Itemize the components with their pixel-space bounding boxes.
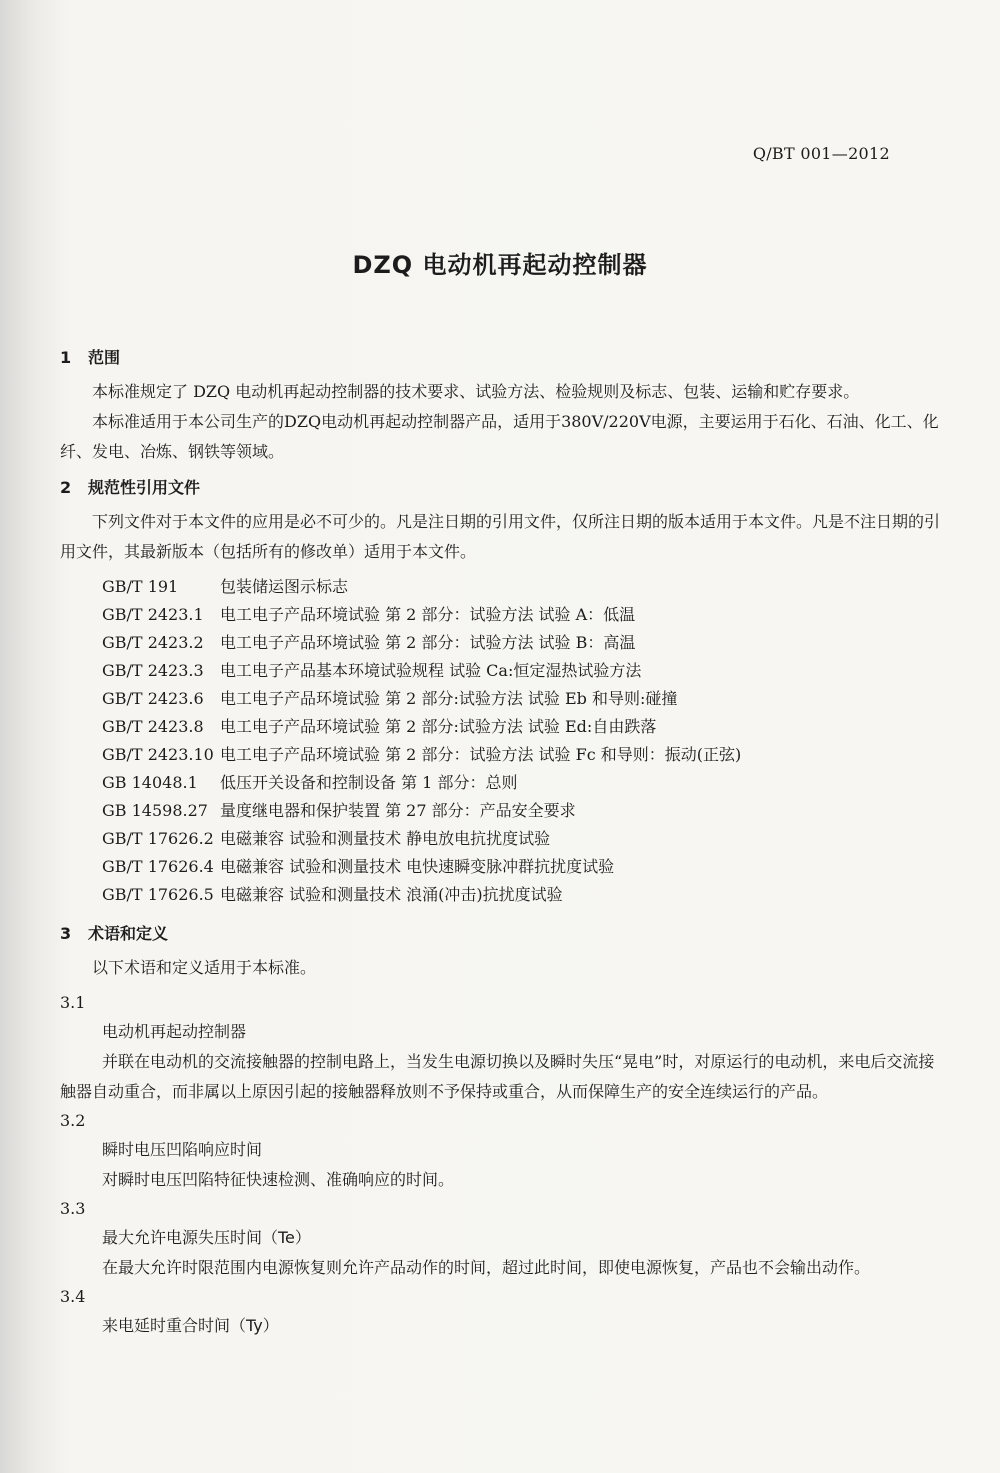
reference-title: 电工电子产品基本环境试验规程 试验 Ca:恒定湿热试验方法 [220, 661, 642, 680]
paragraph: 以下术语和定义适用于本标准。 [92, 958, 317, 977]
section-number: 1 [60, 348, 72, 367]
reference-code: GB/T 17626.2 [102, 829, 214, 848]
reference-item [102, 769, 940, 797]
term-entry [60, 1283, 940, 1341]
term-name: 来电延时重合时间（Ty） [102, 1316, 279, 1335]
term-number: 3.3 [60, 1199, 86, 1218]
reference-title: 电工电子产品环境试验 第 2 部分：试验方法 试验 B：高温 [220, 633, 636, 652]
term-entry [60, 989, 940, 1107]
paragraph: 下列文件对于本文件的应用是必不可少的。凡是注日期的引用文件，仅所注日期的版本适用于本文件。凡是不注日期的引用文件，其最新版本（包括所有的修改单）适用于本文件。 [60, 512, 941, 561]
reference-code: GB/T 2423.6 [102, 689, 204, 708]
reference-item [102, 629, 940, 657]
reference-title: 电工电子产品环境试验 第 2 部分：试验方法 试验 A：低温 [220, 605, 636, 624]
reference-title: 电磁兼容 试验和测量技术 静电放电抗扰度试验 [220, 829, 551, 848]
section-3-heading [60, 919, 940, 949]
reference-title: 量度继电器和保护装置 第 27 部分：产品安全要求 [220, 801, 576, 820]
reference-code: GB 14048.1 [102, 773, 198, 792]
section-1-heading [60, 343, 940, 373]
section-title: 规范性引用文件 [88, 478, 201, 497]
reference-item [102, 741, 940, 769]
reference-code: GB/T 17626.5 [102, 885, 214, 904]
reference-item [102, 797, 940, 825]
document-body [60, 343, 940, 1341]
reference-code: GB/T 2423.8 [102, 717, 204, 736]
term-number: 3.1 [60, 993, 86, 1012]
reference-code: GB/T 2423.3 [102, 661, 204, 680]
term-entry [60, 1107, 940, 1195]
reference-code: GB/T 2423.10 [102, 745, 214, 764]
reference-title: 电工电子产品环境试验 第 2 部分：试验方法 试验 Fc 和导则：振动(正弦) [220, 745, 742, 764]
reference-title: 低压开关设备和控制设备 第 1 部分：总则 [220, 773, 518, 792]
term-number: 3.2 [60, 1111, 86, 1130]
reference-item [102, 713, 940, 741]
reference-item [102, 573, 940, 601]
reference-title: 电磁兼容 试验和测量技术 电快速瞬变脉冲群抗扰度试验 [220, 857, 615, 876]
term-definition: 并联在电动机的交流接触器的控制电路上，当发生电源切换以及瞬时失压“晃电”时，对原运行的电动机，来电后交流接触器自动重合，而非属以上原因引起的接触器释放则不予保持或重合，从而保障生产的安全连续运行的产品。 [60, 1052, 935, 1101]
term-name: 最大允许电源失压时间（Te） [102, 1228, 311, 1247]
reference-code: GB 14598.27 [102, 801, 208, 820]
reference-list [102, 573, 940, 909]
document-code: Q/BT 001—2012 [752, 144, 890, 163]
document-title: DZQ 电动机再起动控制器 [352, 251, 648, 279]
reference-item [102, 601, 940, 629]
section-title: 范围 [88, 348, 121, 367]
reference-item [102, 881, 940, 909]
term-definition: 对瞬时电压凹陷特征快速检测、准确响应的时间。 [102, 1170, 455, 1189]
term-name: 瞬时电压凹陷响应时间 [102, 1140, 263, 1159]
reference-code: GB/T 2423.2 [102, 633, 204, 652]
reference-item [102, 657, 940, 685]
term-entry [60, 1195, 940, 1283]
section-title: 术语和定义 [88, 924, 169, 943]
reference-code: GB/T 17626.4 [102, 857, 214, 876]
section-number: 2 [60, 478, 72, 497]
reference-code: GB/T 191 [102, 577, 179, 596]
term-number: 3.4 [60, 1287, 86, 1306]
term-name: 电动机再起动控制器 [102, 1022, 247, 1041]
reference-code: GB/T 2423.1 [102, 605, 204, 624]
section-2-heading [60, 473, 940, 503]
paragraph: 本标准适用于本公司生产的DZQ电动机再起动控制器产品，适用于380V/220V电源，主要运用于石化、石油、化工、化纤、发电、冶炼、钢铁等领域。 [60, 412, 939, 461]
reference-title: 电工电子产品环境试验 第 2 部分:试验方法 试验 Ed:自由跌落 [220, 717, 657, 736]
reference-item [102, 825, 940, 853]
reference-title: 电工电子产品环境试验 第 2 部分:试验方法 试验 Eb 和导则:碰撞 [220, 689, 678, 708]
reference-item [102, 685, 940, 713]
reference-title: 包装储运图示标志 [220, 577, 349, 596]
term-definition: 在最大允许时限范围内电源恢复则允许产品动作的时间，超过此时间，即使电源恢复，产品也不会输出动作。 [102, 1258, 871, 1277]
section-number: 3 [60, 924, 72, 943]
reference-title: 电磁兼容 试验和测量技术 浪涌(冲击)抗扰度试验 [220, 885, 563, 904]
reference-item [102, 853, 940, 881]
paragraph: 本标准规定了 DZQ 电动机再起动控制器的技术要求、试验方法、检验规则及标志、包装、运输和贮存要求。 [92, 382, 860, 401]
